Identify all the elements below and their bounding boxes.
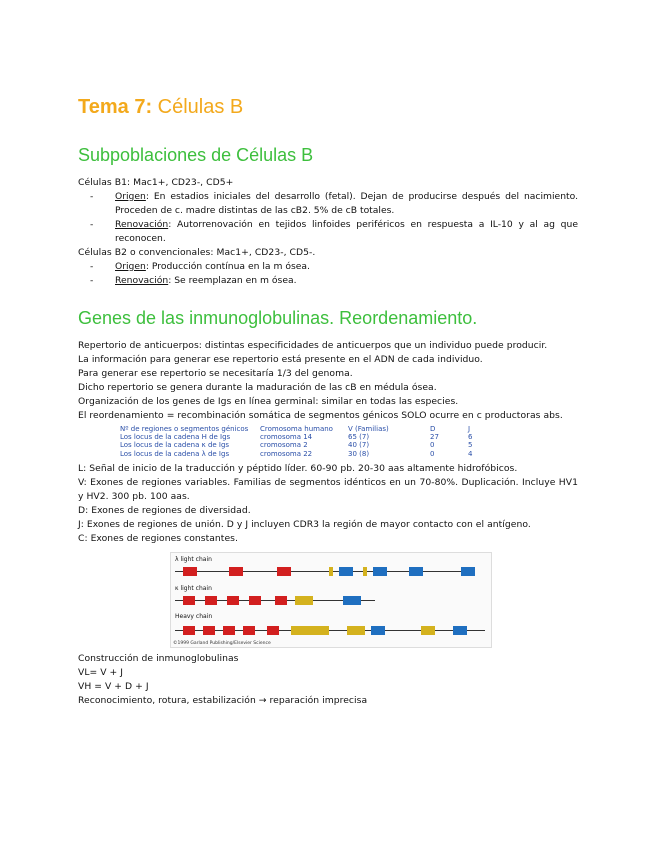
- page-title: Tema 7: Células B: [78, 96, 244, 118]
- list-item: - Renovación: Autorrenovación en tejidos linfoides periféricos en respuesta a IL-10 y al ag que reconocen.: [90, 219, 578, 244]
- paragraph-line: D: Exones de regiones de diversidad.: [78, 504, 251, 516]
- ig-gene-loci-figure: [170, 552, 492, 648]
- document-page: [78, 96, 578, 708]
- section-heading-subpoblaciones: Subpoblaciones de Células B: [78, 145, 314, 165]
- lambda-chain-label: λ light chain: [175, 555, 212, 563]
- table-row: Los locus de la cadena κ de Igs cromosoma 2 40 (7) 0 5: [120, 441, 473, 450]
- paragraph-line: La información para generar ese repertorio está presente en el ADN de cada individuo.: [78, 354, 483, 365]
- paragraph-line: L: Señal de inicio de la traducción y péptido líder. 60-90 pb. 20-30 aas altamente hidrofóbicos.: [78, 462, 518, 474]
- heavy-chain-label: Heavy chain: [175, 612, 213, 620]
- b1-intro: Células B1: Mac1+, CD23-, CD5+: [78, 177, 234, 188]
- list-item: - Origen: Producción contínua en la m ósea.: [90, 261, 310, 272]
- gene-segments-table: [120, 425, 578, 458]
- paragraph-line: Reconocimiento, rotura, estabilización → reparación imprecisa: [78, 694, 368, 706]
- paragraph-line: Para generar ese repertorio se necesitaría 1/3 del genoma.: [78, 368, 353, 379]
- section-heading-genes: Genes de las inmunoglobulinas. Reordenamiento.: [78, 308, 478, 328]
- table-row: Los locus de la cadena λ de Igs cromosoma 22 30 (8) 0 4: [120, 449, 473, 458]
- table-row: Los locus de la cadena H de Igs cromosoma 14 65 (7) 27 6: [120, 433, 473, 442]
- paragraph-line: Dicho repertorio se genera durante la maduración de las cB en médula ósea.: [78, 382, 437, 393]
- paragraph-line: Construcción de inmunoglobulinas: [78, 652, 239, 664]
- paragraph-line: VL= V + J: [78, 666, 124, 678]
- paragraph-line: Organización de los genes de Igs en línea germinal: similar en todas las especies.: [78, 396, 459, 407]
- figure-copyright: ©1999 Garland Publishing/Elsevier Science: [173, 640, 271, 646]
- paragraph-line: V: Exones de regiones variables. Familias de segmentos idénticos en un 70-80%. Duplicación. Incluye HV1 y HV2. 300 pb. 100 aas.: [78, 476, 578, 502]
- table-header: Nº de regiones o segmentos génicos Cromosoma humano V (Familias) D J: [120, 425, 471, 433]
- list-item: - Origen: En estadios iniciales del desarrollo (fetal). Dejan de producirse después del nacimiento. Proceden de c. madre distintas de las cB2. 5% de cB totales.: [90, 191, 578, 216]
- b2-intro: Células B2 o convencionales: Mac1+, CD23-, CD5-.: [78, 247, 316, 258]
- kappa-chain-label: κ light chain: [175, 584, 212, 592]
- paragraph-line: J: Exones de regiones de unión. D y J incluyen CDR3 la región de mayor contacto con el antígeno.: [78, 518, 531, 530]
- paragraph-line: VH = V + D + J: [78, 680, 149, 692]
- paragraph-line: El reordenamiento = recombinación somática de segmentos génicos SOLO ocurre en c productoras abs.: [78, 410, 563, 421]
- paragraph-line: C: Exones de regiones constantes.: [78, 532, 238, 544]
- list-item: - Renovación: Se reemplazan en m ósea.: [90, 275, 297, 286]
- paragraph-line: Repertorio de anticuerpos: distintas especificidades de anticuerpos que un individuo puede producir.: [78, 340, 548, 351]
